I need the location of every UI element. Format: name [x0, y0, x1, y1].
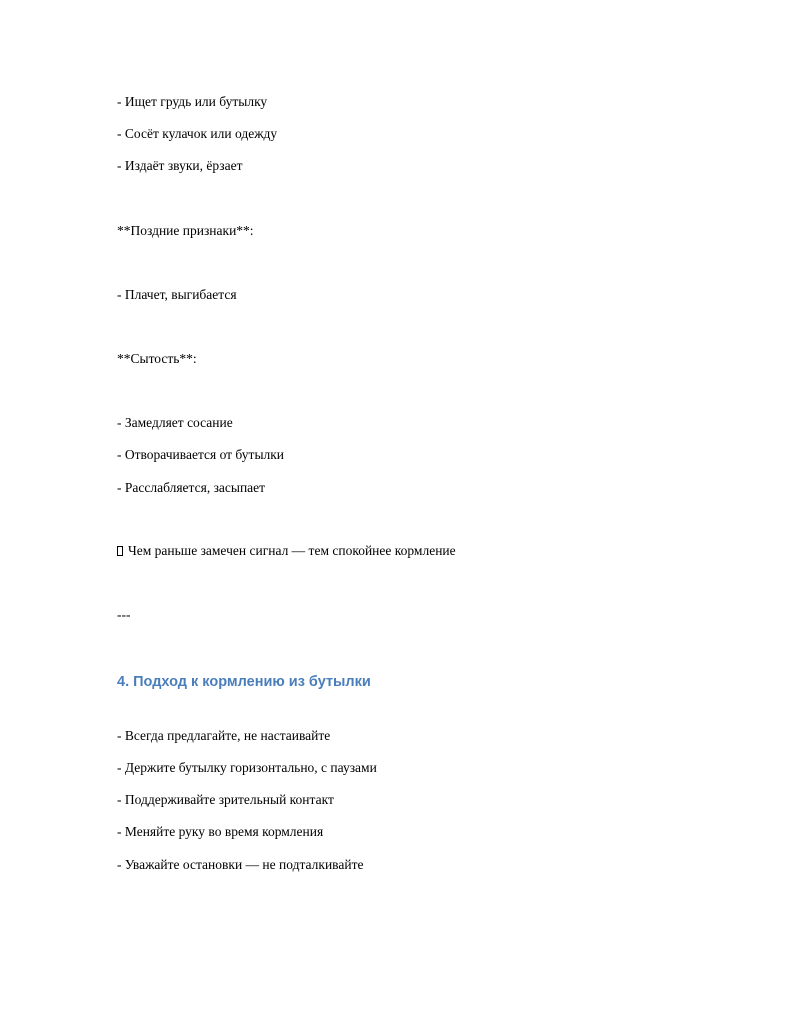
approach-item: - Держите бутылку горизонтально, с паузами — [117, 760, 377, 775]
satiety-item: - Отворачивается от бутылки — [117, 447, 285, 462]
approach-item: - Меняйте руку во время кормления — [117, 824, 324, 839]
tip-text: Чем раньше замечен сигнал — тем спокойнее кормление — [128, 543, 456, 558]
hunger-cue-item: - Издаёт звуки, ёрзает — [117, 158, 243, 173]
approach-item: - Уважайте остановки — не подталкивайте — [117, 857, 364, 872]
satiety-item: - Замедляет сосание — [117, 415, 233, 430]
satiety-label: **Сытость**: — [117, 351, 197, 366]
section-heading: 4. Подход к кормлению из бутылки — [117, 674, 371, 690]
late-signs-label: **Поздние признаки**: — [117, 223, 254, 238]
hunger-cue-item: - Сосёт кулачок или одежду — [117, 126, 278, 141]
approach-item: - Поддерживайте зрительный контакт — [117, 792, 334, 807]
tip-line — [117, 543, 456, 559]
missing-glyph-icon — [117, 546, 123, 556]
satiety-item: - Расслабляется, засыпает — [117, 480, 266, 495]
approach-item: - Всегда предлагайте, не настаивайте — [117, 728, 331, 743]
late-sign-item: - Плачет, выгибается — [117, 287, 237, 302]
separator: --- — [117, 607, 131, 622]
hunger-cue-item: - Ищет грудь или бутылку — [117, 94, 268, 109]
